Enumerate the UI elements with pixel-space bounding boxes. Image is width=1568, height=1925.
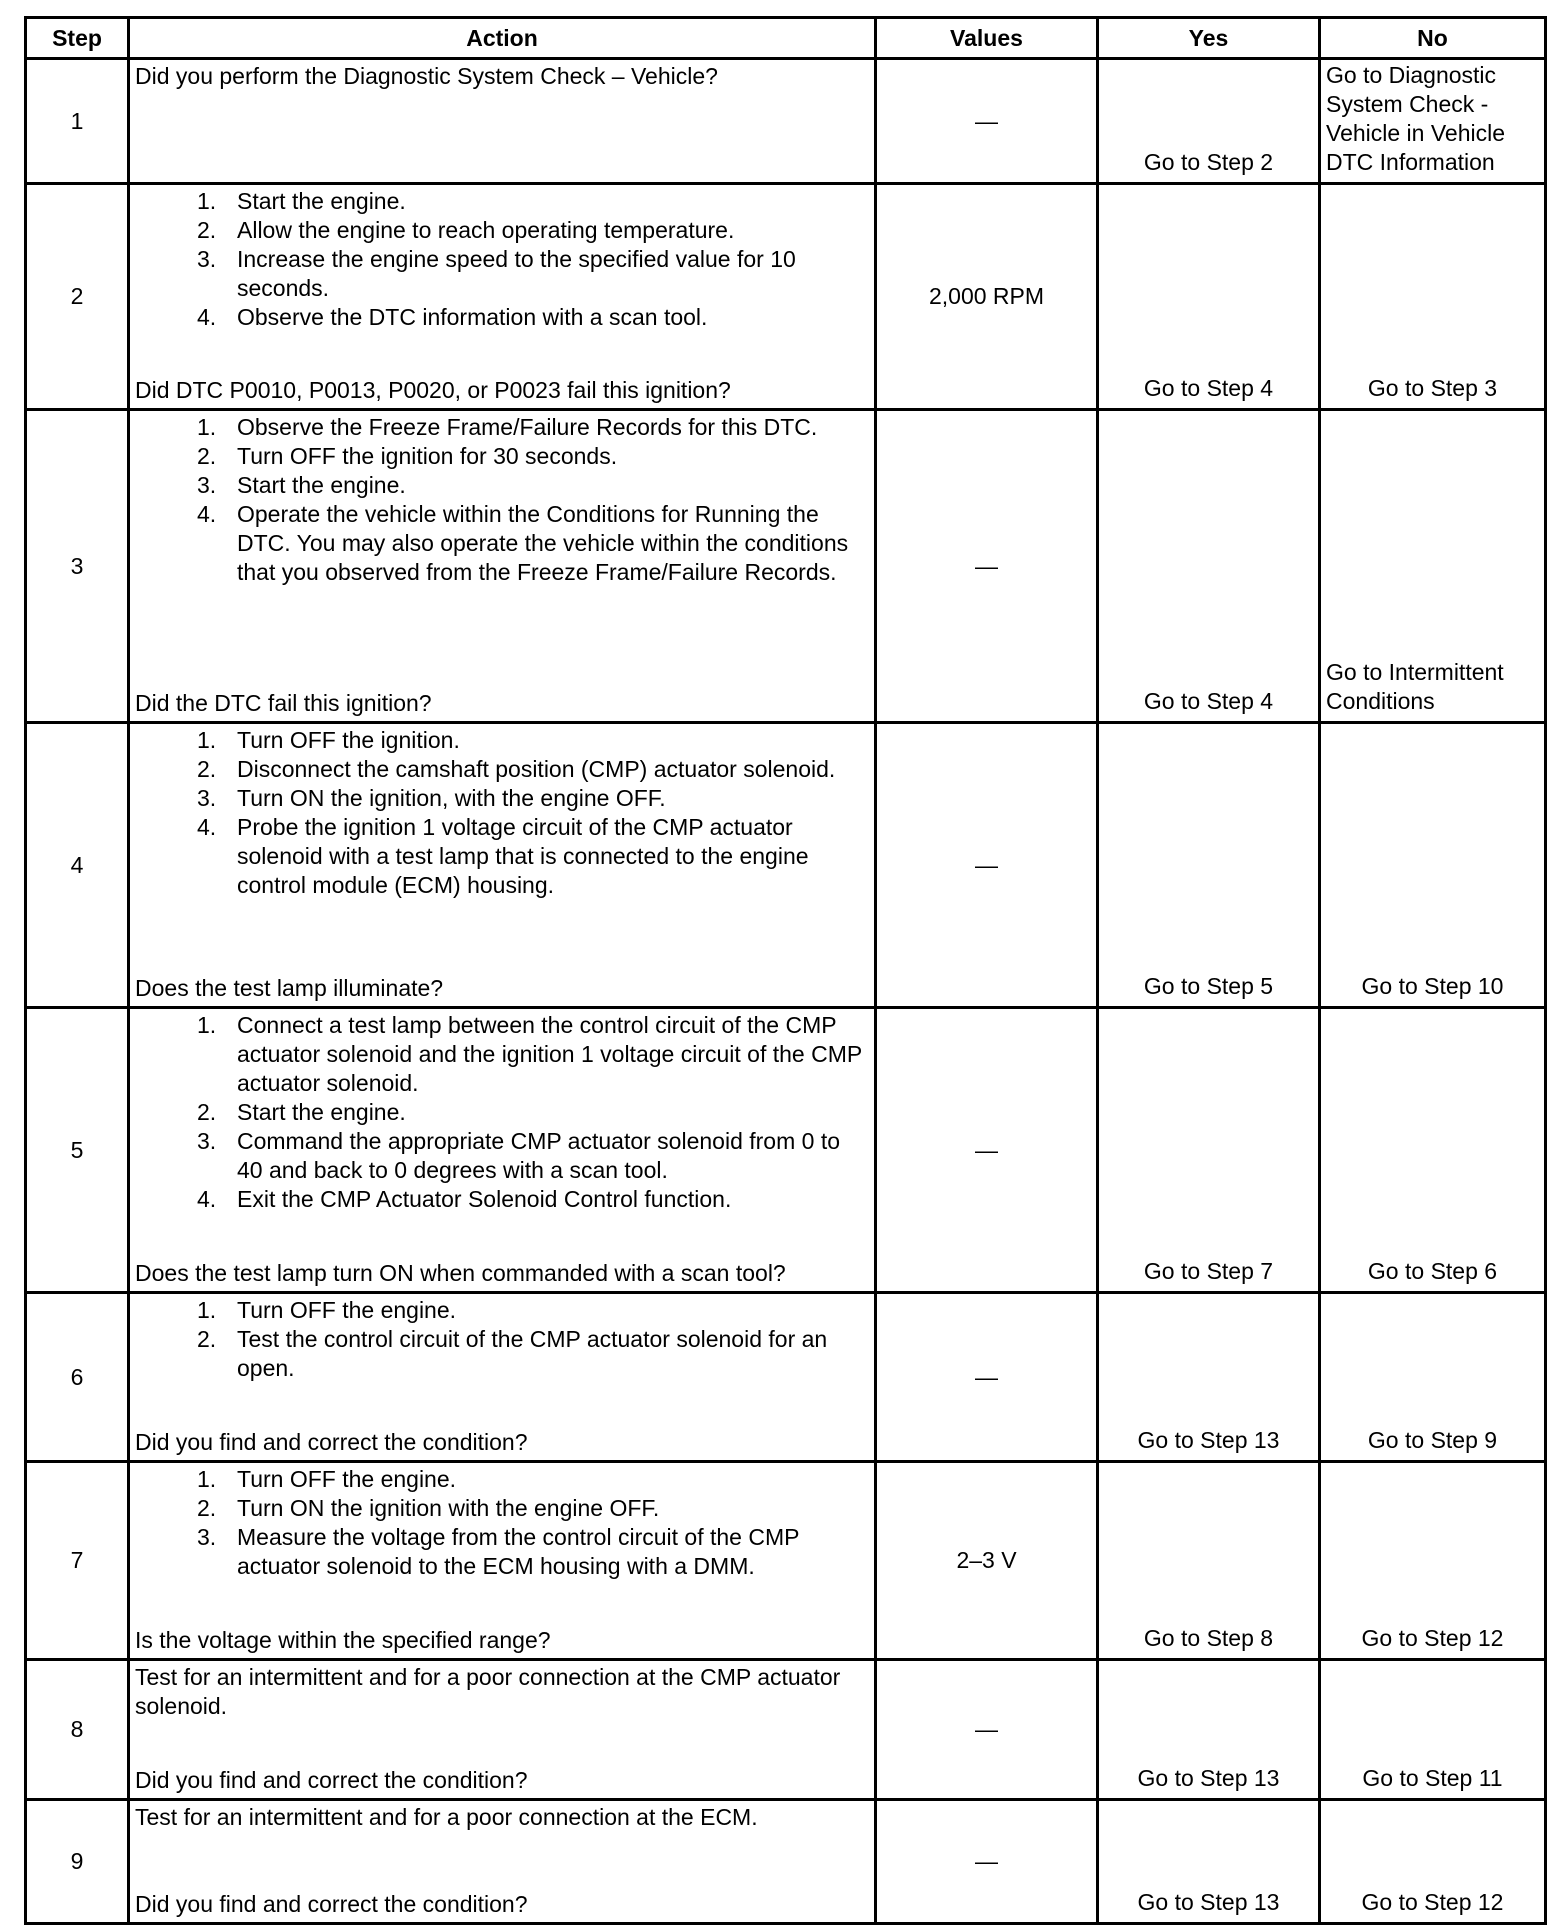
- step-item-text: Test the control circuit of the CMP actuator solenoid for an open.: [237, 1326, 828, 1381]
- step-item-text: Turn ON the ignition, with the engine OFF.: [237, 785, 666, 811]
- action-step-item: [135, 471, 866, 500]
- action-step-item: [135, 1011, 866, 1098]
- values-cell: —: [876, 1008, 1098, 1293]
- no-result: Go to Step 12: [1320, 1800, 1546, 1924]
- step-number: 5: [26, 1008, 129, 1293]
- action-step-item: [135, 187, 866, 216]
- step-item-text: Exit the CMP Actuator Solenoid Control function.: [237, 1186, 732, 1212]
- step-number: 3: [26, 410, 129, 723]
- step-item-text: Increase the engine speed to the specified value for 10 seconds.: [237, 246, 796, 301]
- action-question: Did you find and correct the condition?: [135, 1429, 528, 1455]
- action-steps-list: [135, 413, 866, 587]
- action-cell: [129, 1008, 876, 1293]
- action-step-item: [135, 442, 866, 471]
- step-item-text: Start the engine.: [237, 1099, 406, 1125]
- yes-result: Go to Step 5: [1098, 723, 1320, 1008]
- step-item-text: Start the engine.: [237, 188, 406, 214]
- step-item-number: 3.: [197, 785, 217, 811]
- action-cell: [129, 1800, 876, 1924]
- no-result: Go to Step 9: [1320, 1293, 1546, 1462]
- step-item-text: Turn OFF the ignition for 30 seconds.: [237, 443, 618, 469]
- action-cell: [129, 410, 876, 723]
- step-item-text: Measure the voltage from the control circuit of the CMP actuator solenoid to the ECM housing with a DMM.: [237, 1524, 800, 1579]
- table-row: [26, 1008, 1546, 1293]
- action-steps-list: [135, 187, 866, 332]
- action-step-item: [135, 216, 866, 245]
- step-item-text: Start the engine.: [237, 472, 406, 498]
- yes-result: Go to Step 8: [1098, 1462, 1320, 1660]
- action-step-item: [135, 726, 866, 755]
- step-item-text: Turn OFF the engine.: [237, 1297, 457, 1323]
- step-item-text: Observe the Freeze Frame/Failure Records for this DTC.: [237, 414, 818, 440]
- action-cell: [129, 1462, 876, 1660]
- step-item-text: Connect a test lamp between the control circuit of the CMP actuator solenoid and the ignition 1 voltage circuit of the CMP actuator solenoid.: [237, 1012, 862, 1096]
- values-cell: —: [876, 1800, 1098, 1924]
- step-item-number: 1.: [197, 188, 217, 214]
- action-step-item: [135, 1185, 866, 1214]
- step-item-number: 1.: [197, 414, 217, 440]
- table-row: [26, 1293, 1546, 1462]
- action-step-item: [135, 1325, 866, 1383]
- step-item-number: 3.: [197, 1524, 217, 1550]
- yes-result: Go to Step 7: [1098, 1008, 1320, 1293]
- step-number: 4: [26, 723, 129, 1008]
- step-item-number: 1.: [197, 1012, 217, 1038]
- no-result: Go to Step 3: [1320, 184, 1546, 410]
- step-item-number: 4.: [197, 814, 217, 840]
- table-body: [26, 59, 1546, 1924]
- values-cell: —: [876, 1660, 1098, 1800]
- action-text: Test for an intermittent and for a poor connection at the CMP actuator solenoid.: [135, 1664, 841, 1719]
- step-item-number: 2.: [197, 217, 217, 243]
- step-item-number: 4.: [197, 304, 217, 330]
- values-cell: 2,000 RPM: [876, 184, 1098, 410]
- action-steps-list: [135, 1011, 866, 1214]
- action-steps-list: [135, 1465, 866, 1581]
- values-cell: —: [876, 59, 1098, 184]
- action-question: Did you find and correct the condition?: [135, 1891, 528, 1917]
- values-cell: —: [876, 410, 1098, 723]
- yes-result: Go to Step 13: [1098, 1293, 1320, 1462]
- table-row: [26, 1462, 1546, 1660]
- action-steps-list: [135, 726, 866, 900]
- action-question: Did the DTC fail this ignition?: [135, 690, 432, 716]
- action-question: Is the voltage within the specified range?: [135, 1627, 551, 1653]
- no-result: Go to Step 11: [1320, 1660, 1546, 1800]
- step-item-number: 1.: [197, 727, 217, 753]
- step-number: 1: [26, 59, 129, 184]
- table-row: [26, 59, 1546, 184]
- table-row: [26, 1660, 1546, 1800]
- step-item-number: 1.: [197, 1297, 217, 1323]
- action-question: Did you find and correct the condition?: [135, 1767, 528, 1793]
- header-no: No: [1320, 18, 1546, 59]
- yes-result: Go to Step 4: [1098, 184, 1320, 410]
- step-item-number: 4.: [197, 1186, 217, 1212]
- step-item-number: 2.: [197, 1326, 217, 1352]
- action-step-item: [135, 1098, 866, 1127]
- step-item-number: 3.: [197, 472, 217, 498]
- values-cell: —: [876, 723, 1098, 1008]
- action-question: Did you perform the Diagnostic System Check – Vehicle?: [135, 63, 718, 89]
- step-item-number: 2.: [197, 443, 217, 469]
- yes-result: Go to Step 13: [1098, 1800, 1320, 1924]
- action-step-item: [135, 1127, 866, 1185]
- header-action: Action: [129, 18, 876, 59]
- step-item-number: 2.: [197, 1495, 217, 1521]
- step-number: 7: [26, 1462, 129, 1660]
- step-item-text: Operate the vehicle within the Conditions for Running the DTC. You may also operate the vehicle within the conditions that you observed from the Freeze Frame/Failure Records.: [237, 501, 849, 585]
- step-item-text: Command the appropriate CMP actuator solenoid from 0 to 40 and back to 0 degrees with a scan tool.: [237, 1128, 840, 1183]
- header-values: Values: [876, 18, 1098, 59]
- action-cell: [129, 1660, 876, 1800]
- yes-result: Go to Step 13: [1098, 1660, 1320, 1800]
- header-row: [26, 18, 1546, 59]
- step-number: 8: [26, 1660, 129, 1800]
- no-result: Go to Step 12: [1320, 1462, 1546, 1660]
- action-cell: [129, 59, 876, 184]
- values-cell: —: [876, 1293, 1098, 1462]
- step-number: 6: [26, 1293, 129, 1462]
- action-cell: [129, 1293, 876, 1462]
- table-row: [26, 723, 1546, 1008]
- table-row: [26, 184, 1546, 410]
- step-number: 2: [26, 184, 129, 410]
- action-question: Does the test lamp turn ON when commanded with a scan tool?: [135, 1260, 786, 1286]
- step-item-text: Turn OFF the ignition.: [237, 727, 460, 753]
- diagnostic-table: [24, 16, 1547, 1925]
- step-item-number: 1.: [197, 1466, 217, 1492]
- action-step-item: [135, 755, 866, 784]
- values-cell: 2–3 V: [876, 1462, 1098, 1660]
- step-item-number: 3.: [197, 246, 217, 272]
- step-item-number: 2.: [197, 756, 217, 782]
- step-item-number: 4.: [197, 501, 217, 527]
- action-steps-list: [135, 1296, 866, 1383]
- action-step-item: [135, 245, 866, 303]
- action-question: Did DTC P0010, P0013, P0020, or P0023 fail this ignition?: [135, 377, 731, 403]
- no-result: Go to Diagnostic System Check - Vehicle in Vehicle DTC Information: [1320, 59, 1546, 184]
- action-step-item: [135, 1523, 866, 1581]
- action-cell: [129, 184, 876, 410]
- action-step-item: [135, 413, 866, 442]
- step-item-number: 3.: [197, 1128, 217, 1154]
- no-result: Go to Step 6: [1320, 1008, 1546, 1293]
- table-row: [26, 410, 1546, 723]
- action-question: Does the test lamp illuminate?: [135, 975, 444, 1001]
- yes-result: Go to Step 4: [1098, 410, 1320, 723]
- action-step-item: [135, 303, 866, 332]
- no-result: Go to Step 10: [1320, 723, 1546, 1008]
- step-item-text: Turn OFF the engine.: [237, 1466, 457, 1492]
- step-item-text: Disconnect the camshaft position (CMP) actuator solenoid.: [237, 756, 836, 782]
- header-step: Step: [26, 18, 129, 59]
- step-item-number: 2.: [197, 1099, 217, 1125]
- yes-result: Go to Step 2: [1098, 59, 1320, 184]
- action-step-item: [135, 1465, 866, 1494]
- action-step-item: [135, 1296, 866, 1325]
- action-text: Test for an intermittent and for a poor connection at the ECM.: [135, 1804, 758, 1830]
- action-step-item: [135, 784, 866, 813]
- step-item-text: Turn ON the ignition with the engine OFF.: [237, 1495, 660, 1521]
- step-item-text: Probe the ignition 1 voltage circuit of the CMP actuator solenoid with a test lamp that is connected to the engine control module (ECM) housing.: [237, 814, 809, 898]
- action-cell: [129, 723, 876, 1008]
- no-result: Go to Intermittent Conditions: [1320, 410, 1546, 723]
- action-step-item: [135, 1494, 866, 1523]
- step-item-text: Observe the DTC information with a scan tool.: [237, 304, 708, 330]
- step-item-text: Allow the engine to reach operating temperature.: [237, 217, 735, 243]
- action-step-item: [135, 500, 866, 587]
- action-step-item: [135, 813, 866, 900]
- step-number: 9: [26, 1800, 129, 1924]
- header-yes: Yes: [1098, 18, 1320, 59]
- table-row: [26, 1800, 1546, 1924]
